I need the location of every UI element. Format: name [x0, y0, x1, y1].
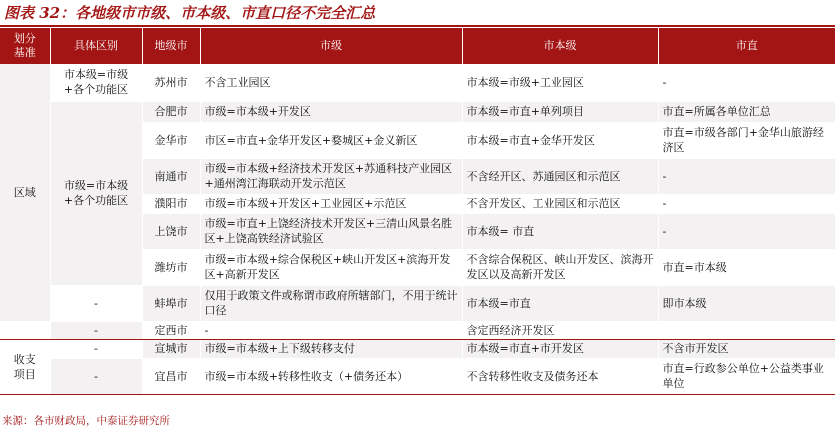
- city-cell: 金华市: [142, 122, 200, 158]
- table-row: [0, 64, 835, 101]
- summary-table: [0, 28, 835, 395]
- basis-empty-cell: [0, 321, 50, 339]
- city-cell: 宜昌市: [142, 358, 200, 394]
- group-suzhou-cell: 市本级=市级 +各个功能区: [50, 64, 142, 101]
- group-cities-cell: 市级=市本级 +各个功能区: [50, 101, 142, 285]
- source-note: 来源：各市财政局，中泰证券研究所: [2, 415, 170, 427]
- city-cell: 定西市: [142, 321, 200, 339]
- benji-cell: 市本级=市直+单列项目: [462, 101, 658, 122]
- shiji-cell: 市级=市本级+上下级转移支付: [200, 339, 462, 358]
- header-shizhi: 市直: [658, 28, 835, 64]
- shizhi-cell: 即市本级: [658, 285, 835, 321]
- shiji-cell: 市级=市本级+开发区+工业园区+示范区: [200, 194, 462, 213]
- header-city: 地级市: [142, 28, 200, 64]
- shiji-cell: 市级=市本级+综合保税区+峡山开发区+滨海开发区+高新开发区: [200, 249, 462, 285]
- header-difference: 具体区别: [50, 28, 142, 64]
- benji-cell: 不含转移性收支及债务还本: [462, 358, 658, 394]
- table-row: [0, 358, 835, 394]
- city-cell: 南通市: [142, 158, 200, 194]
- benji-cell: 市本级= 市直: [462, 213, 658, 249]
- shizhi-cell: -: [658, 194, 835, 213]
- city-cell: 宣城市: [142, 339, 200, 358]
- group-dash-cell: -: [50, 358, 142, 394]
- benji-cell: 不含经开区、苏通园区和示范区: [462, 158, 658, 194]
- city-cell: 潍坊市: [142, 249, 200, 285]
- title-rule: [0, 25, 835, 27]
- shizhi-cell: 市直=市本级: [658, 249, 835, 285]
- city-cell: 上饶市: [142, 213, 200, 249]
- table-row: [0, 285, 835, 321]
- city-cell: 蚌埠市: [142, 285, 200, 321]
- shiji-cell: 市区=市直+金华开发区+婺城区+金义新区: [200, 122, 462, 158]
- shizhi-cell: -: [658, 158, 835, 194]
- shizhi-cell: 市直=市级各部门+金华山旅游经济区: [658, 122, 835, 158]
- group-dash-cell: -: [50, 339, 142, 358]
- shizhi-cell: [658, 321, 835, 339]
- group-dash-cell: -: [50, 285, 142, 321]
- basis-region-cell: 区域: [0, 64, 50, 321]
- benji-cell: 市本级=市直: [462, 285, 658, 321]
- city-cell: 合肥市: [142, 101, 200, 122]
- shizhi-cell: 市直=所属各单位汇总: [658, 101, 835, 122]
- benji-cell: 市本级=市直+金华开发区: [462, 122, 658, 158]
- city-cell: 苏州市: [142, 64, 200, 101]
- benji-cell: 含定西经济开发区: [462, 321, 658, 339]
- benji-cell: 市本级=市级+工业园区: [462, 64, 658, 101]
- shiji-cell: -: [200, 321, 462, 339]
- shiji-cell: 不含工业园区: [200, 64, 462, 101]
- benji-cell: 不含综合保税区、峡山开发区、滨海开发区以及高新开发区: [462, 249, 658, 285]
- shizhi-cell: -: [658, 64, 835, 101]
- benji-cell: 市本级=市直+市开发区: [462, 339, 658, 358]
- shiji-cell: 市级=市直+上饶经济技术开发区+三清山风景名胜区+上饶高铁经济试验区: [200, 213, 462, 249]
- city-cell: 濮阳市: [142, 194, 200, 213]
- shiji-cell: 市级=市本级+经济技术开发区+苏通科技产业园区+通州湾江海联动开发示范区: [200, 158, 462, 194]
- table-row: [0, 321, 835, 339]
- table-row: [0, 101, 835, 122]
- basis-revenue-cell: 收支 项目: [0, 339, 50, 394]
- header-benji: 市本级: [462, 28, 658, 64]
- figure-title: 图表 32：各地级市市级、市本级、市直口径不完全汇总: [4, 4, 376, 22]
- shizhi-cell: -: [658, 213, 835, 249]
- shizhi-cell: 不含市开发区: [658, 339, 835, 358]
- shiji-cell: 市级=市本级+开发区: [200, 101, 462, 122]
- table-header-row: [0, 28, 835, 64]
- benji-cell: 不含开发区、工业园区和示范区: [462, 194, 658, 213]
- header-shiji: 市级: [200, 28, 462, 64]
- shizhi-cell: 市直=行政参公单位+公益类事业单位: [658, 358, 835, 394]
- table-row: [0, 339, 835, 358]
- group-dash-cell: -: [50, 321, 142, 339]
- header-basis: 划分 基准: [0, 28, 50, 64]
- shiji-cell: 市级=市本级+转移性收支（+债务还本）: [200, 358, 462, 394]
- shiji-cell: 仅用于政策文件或称谓市政府所辖部门，不用于统计口径: [200, 285, 462, 321]
